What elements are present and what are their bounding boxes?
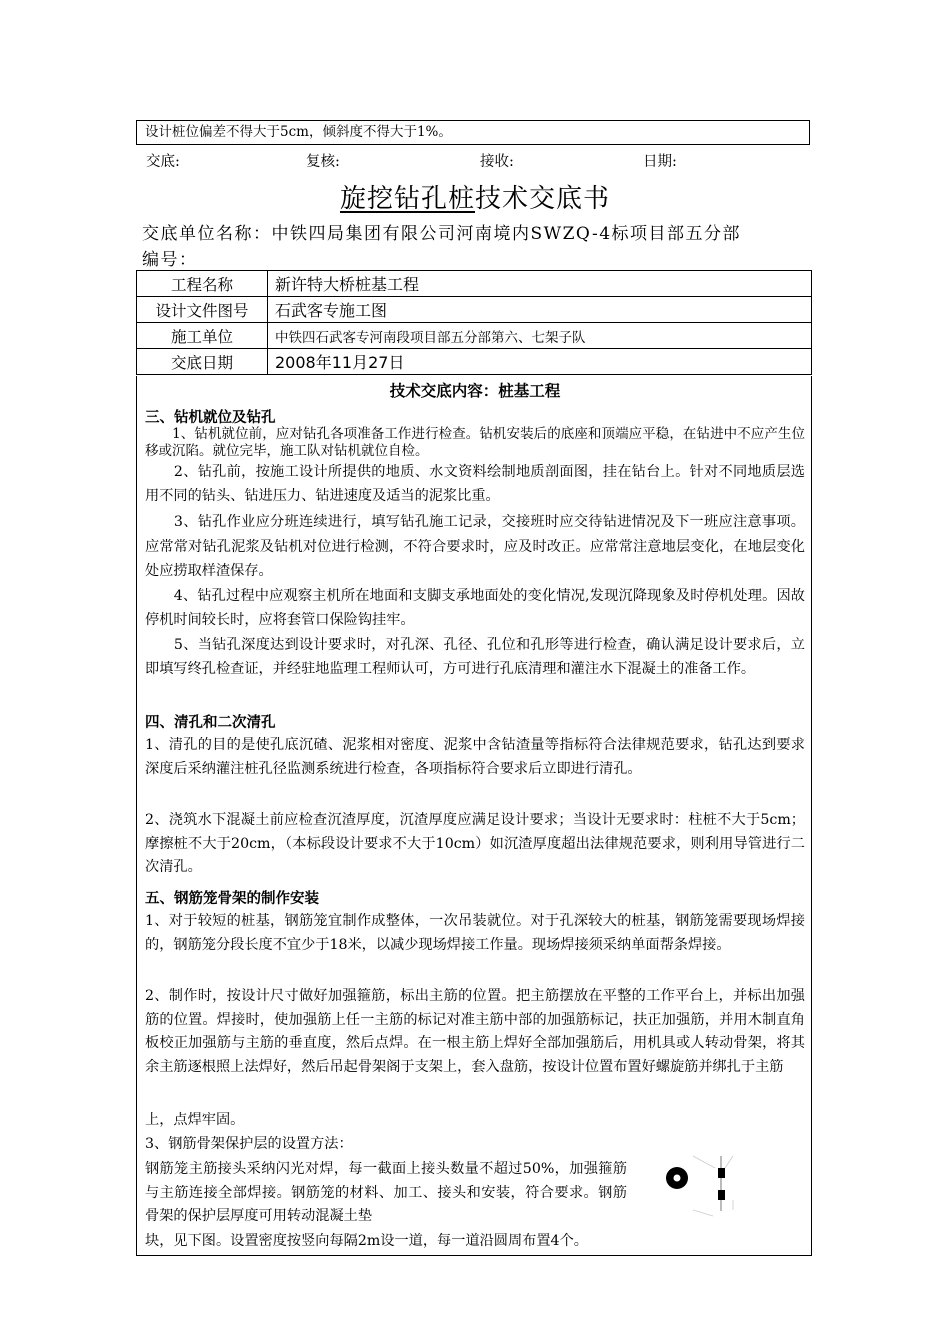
unit-line: 交底单位名称：中铁四局集团有限公司河南境内SWZQ-4标项目部五分部 bbox=[142, 224, 742, 244]
s4-paragraph-1: 1、清孔的目的是使孔底沉碴、泥浆相对密度、泥浆中含钻渣量等指标符合法律规范要求，钻孔达到要求深度后采纳灌注桩孔径监测系统进行检查，各项指标符合要求后立即进行清孔。 bbox=[145, 737, 805, 777]
top-note-box bbox=[136, 120, 810, 145]
date-value: 2008年11月27日 bbox=[268, 349, 812, 375]
document-title bbox=[0, 178, 950, 215]
s5-paragraph-5: 块，见下图。设置密度按竖向每隔2m设一道，每一道沿圆周布置4个。 bbox=[145, 1233, 588, 1249]
top-note: 设计桩位偏差不得大于5cm，倾斜度不得大于1%。 bbox=[145, 124, 452, 140]
table-row bbox=[137, 349, 812, 375]
s5-paragraph-1: 1、对于较短的桩基，钢筋笼宜制作成整体，一次吊装就位。对于孔深较大的桩基，钢筋笼需要现场焊接的，钢筋笼分段长度不宜少于18米，以减少现场焊接工作量。现场焊接须采纳单面帮条焊接。 bbox=[145, 913, 805, 953]
sign-jieshou: 接收: bbox=[480, 154, 514, 170]
construction-unit-label: 施工单位 bbox=[137, 323, 268, 349]
serial-number-label: 编号： bbox=[142, 250, 198, 270]
project-name-label: 工程名称 bbox=[137, 271, 268, 297]
spacer-block-diagram bbox=[663, 1146, 783, 1226]
s5-paragraph-2-end: 上，点焊牢固。 bbox=[145, 1112, 245, 1128]
content-title: 技术交底内容：桩基工程 bbox=[389, 382, 561, 400]
s3-paragraph-5: 5、当钻孔深度达到设计要求时，对孔深、孔径、孔位和孔形等进行检查，确认满足设计要求后，立即填写终孔检查证，并经驻地监理工程师认可，方可进行孔底清理和灌注水下混凝土的准备工作。 bbox=[145, 637, 805, 677]
construction-unit-value: 中铁四石武客专河南段项目部五分部第六、七架子队 bbox=[268, 323, 812, 349]
sign-fuhe: 复核: bbox=[306, 154, 340, 170]
date-label: 交底日期 bbox=[137, 349, 268, 375]
project-name-value: 新许特大桥桩基工程 bbox=[268, 271, 812, 297]
sign-jiaodi: 交底: bbox=[146, 154, 180, 170]
content-box bbox=[136, 376, 812, 1256]
section-3-heading: 三、钻机就位及钻孔 bbox=[145, 410, 276, 426]
s3-paragraph-4: 4、钻孔过程中应观察主机所在地面和支脚支承地面处的变化情况,发现沉降现象及时停机处理。因故停机时间较长时，应将套管口保险钩挂牢。 bbox=[145, 588, 805, 628]
s5-paragraph-2: 2、制作时，按设计尺寸做好加强箍筋，标出主筋的位置。把主筋摆放在平整的工作平台上，并标出加强筋的位置。焊接时，使加强筋上任一主筋的标记对准主筋中部的加强筋标记，扶正加强筋，并用木制直角板校正加强筋与主筋的垂直度，然后点焊。在一根主筋上焊好全部加强筋后，用机具或人转动骨架，将其余主筋逐根照上法焊好，然后吊起骨架阁于支架上，套入盘筋，按设计位置布置好螺旋筋并绑扎于主筋 bbox=[145, 988, 805, 1075]
s5-paragraph-3: 3、钢筋骨架保护层的设置方法： bbox=[145, 1136, 353, 1152]
sign-riqi: 日期: bbox=[643, 154, 677, 170]
table-row bbox=[137, 323, 812, 349]
design-doc-value: 石武客专施工图 bbox=[268, 297, 812, 323]
section-4-heading: 四、清孔和二次清孔 bbox=[145, 715, 276, 731]
table-row bbox=[137, 271, 812, 297]
title-rest: 技术交底书 bbox=[475, 184, 611, 214]
s3-paragraph-1: 1、钻机就位前，应对钻孔各项准备工作进行检查。钻机安装后的底座和顶端应平稳，在钻进中不应产生位移或沉陷。就位完毕，施工队对钻机就位自检。 bbox=[145, 426, 805, 459]
title-underlined: 旋挖钻孔桩 bbox=[339, 184, 475, 214]
s5-paragraph-4: 钢筋笼主筋接头采纳闪光对焊，每一截面上接头数量不超过50%，加强箍筋与主筋连接全部焊接。钢筋笼的材料、加工、接头和安装，符合要求。钢筋骨架的保护层厚度可用转动混凝土垫 bbox=[145, 1161, 627, 1225]
info-table bbox=[136, 270, 812, 375]
s3-paragraph-2: 2、钻孔前，按施工设计所提供的地质、水文资料绘制地质剖面图，挂在钻台上。针对不同地质层选用不同的钻头、钻进压力、钻进速度及适当的泥浆比重。 bbox=[145, 464, 805, 504]
s4-paragraph-2: 2、浇筑水下混凝土前应检查沉渣厚度，沉渣厚度应满足设计要求；当设计无要求时：柱桩不大于5cm；摩擦桩不大于20cm，（本标段设计要求不大于10cm）如沉渣厚度超出法律规范要求，则利用导管进行二次清孔。 bbox=[145, 812, 805, 876]
s3-paragraph-3: 3、钻孔作业应分班连续进行，填写钻孔施工记录，交接班时应交待钻进情况及下一班应注意事项。应常常对钻孔泥浆及钻机对位进行检测，不符合要求时，应及时改正。应常常注意地层变化，在地层变化处应捞取样渣保存。 bbox=[145, 514, 805, 579]
table-row bbox=[137, 297, 812, 323]
section-5-heading: 五、钢筋笼骨架的制作安装 bbox=[145, 891, 319, 907]
design-doc-label: 设计文件图号 bbox=[137, 297, 268, 323]
